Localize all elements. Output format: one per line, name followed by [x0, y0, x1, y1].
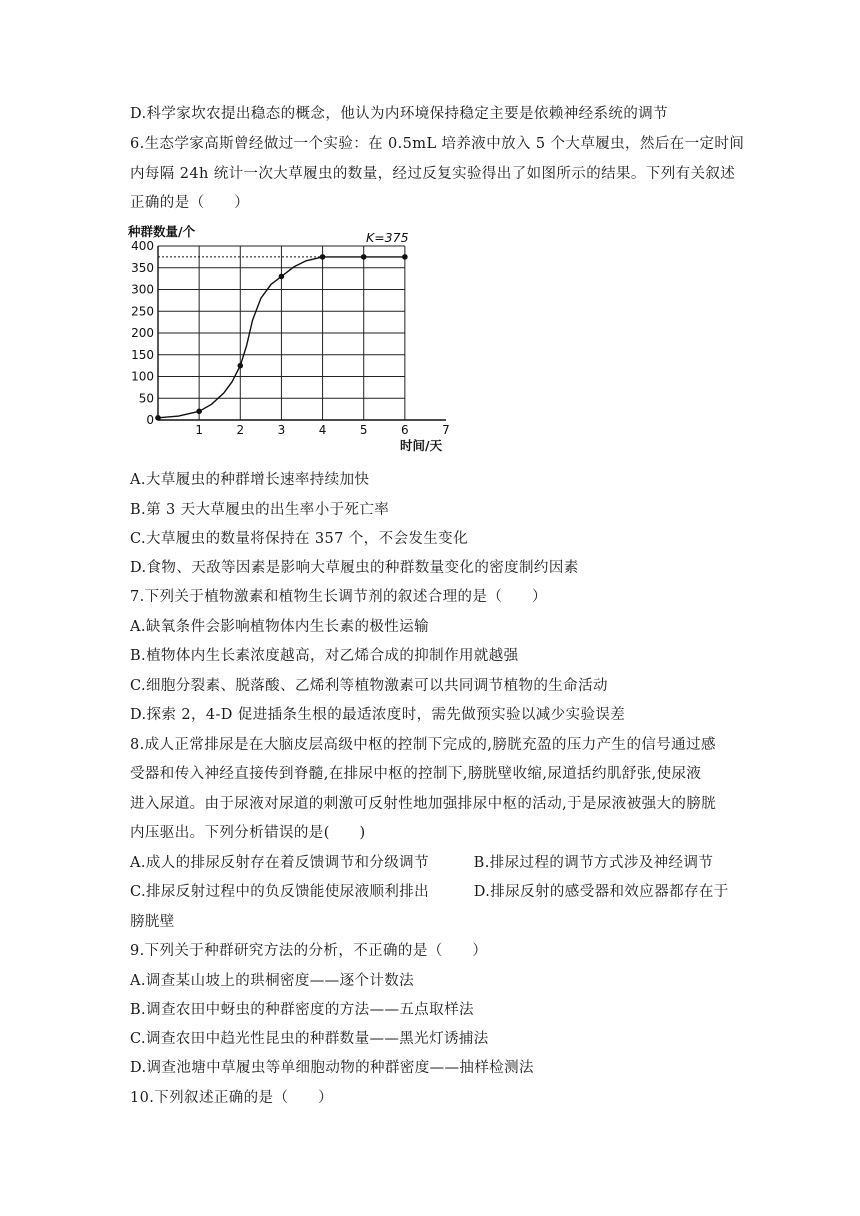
text-line: C.排尿反射过程中的负反馈能使尿液顺利排出 D.排尿反射的感受器和效应器都存在于 [130, 884, 729, 900]
text-line: D.食物、天敌等因素是影响大草履虫的种群数量变化的密度制约因素 [130, 560, 579, 576]
text-line: 受器和传入神经直接传到脊髓,在排尿中枢的控制下,膀胱壁收缩,尿道括约肌舒张,使尿液 [130, 766, 702, 782]
x-axis-label: 时间/天 [400, 438, 443, 453]
text-line: 膀胱壁 [130, 914, 175, 930]
x-tick-label: 7 [442, 423, 450, 437]
x-tick-label: 6 [401, 423, 409, 437]
text-line: A.成人的排尿反射存在着反馈调节和分级调节 B.排尿过程的调节方式涉及神经调节 [130, 855, 714, 871]
x-tick-label: 2 [236, 423, 245, 437]
x-tick-label: 4 [318, 423, 327, 437]
text-line: 正确的是（ ） [130, 195, 250, 211]
text-line: C.细胞分裂素、脱落酸、乙烯利等植物激素可以共同调节植物的生命活动 [130, 678, 608, 694]
text-line: 7.下列关于植物激素和植物生长调节剂的叙述合理的是（ ） [130, 589, 547, 605]
x-tick-label: 3 [277, 423, 286, 437]
population-growth-chart [118, 222, 458, 456]
y-tick-label: 100 [131, 369, 154, 384]
text-line: C.调查农田中趋光性昆虫的种群数量——黑光灯诱捕法 [130, 1031, 489, 1047]
y-tick-label: 50 [138, 391, 154, 406]
data-point [402, 254, 408, 260]
text-line: A.缺氧条件会影响植物体内生长素的极性运输 [130, 619, 429, 635]
text-line: B.植物体内生长素浓度越高，对乙烯合成的抑制作用就越强 [130, 648, 519, 664]
y-tick-label: 400 [131, 239, 154, 253]
text-line: 内每隔 24h 统计一次大草履虫的数量，经过反复实验得出了如图所示的结果。下列有关叙述 [130, 166, 736, 182]
x-tick-label: 1 [195, 423, 203, 437]
text-line: B.第 3 天大草履虫的出生率小于死亡率 [130, 502, 390, 518]
k-value-annotation: K=375 [366, 230, 409, 245]
y-tick-label: 250 [131, 304, 154, 319]
data-point [279, 274, 285, 280]
data-point [155, 415, 161, 421]
y-tick-label: 350 [131, 260, 154, 275]
text-line: 6.生态学家高斯曾经做过一个实验：在 0.5mL 培养液中放入 5 个大草履虫，然后在一定时间 [130, 136, 745, 152]
data-point [196, 409, 202, 415]
text-line: D.调查池塘中草履虫等单细胞动物的种群密度——抽样检测法 [130, 1060, 534, 1076]
text-line: 进入尿道。由于尿液对尿道的刺激可反射性地加强排尿中枢的活动,于是尿液被强大的膀胱 [130, 796, 717, 812]
text-line: B.调查农田中蚜虫的种群密度的方法——五点取样法 [130, 1002, 474, 1018]
text-line: 9.下列关于种群研究方法的分析，不正确的是（ ） [130, 943, 488, 959]
y-tick-label: 150 [131, 347, 154, 362]
y-tick-label: 300 [131, 282, 154, 297]
y-tick-label: 0 [146, 413, 154, 427]
data-point [320, 254, 326, 260]
chart-svg [118, 222, 458, 456]
text-line: C.大草履虫的数量将保持在 357 个，不会发生变化 [130, 531, 468, 547]
text-line: D.探索 2，4-D 促进插条生根的最适浓度时，需先做预实验以减少实验误差 [130, 707, 626, 723]
y-tick-label: 200 [131, 326, 154, 340]
text-line: A.大草履虫的种群增长速率持续加快 [130, 472, 370, 488]
y-axis-label: 种群数量/个 [128, 224, 196, 239]
text-line: A.调查某山坡上的珙桐密度——逐个计数法 [130, 973, 415, 989]
text-line: 8.成人正常排尿是在大脑皮层高级中枢的控制下完成的,膀胱充盈的压力产生的信号通过感 [130, 737, 716, 753]
text-line: 10.下列叙述正确的是（ ） [130, 1090, 334, 1106]
x-tick-label: 5 [359, 423, 368, 437]
text-line: 内压驱出。下列分析错误的是( ) [130, 825, 366, 841]
data-point [361, 254, 367, 260]
text-line: D.科学家坎农提出稳态的概念，他认为内环境保持稳定主要是依赖神经系统的调节 [130, 106, 669, 122]
data-point [237, 363, 243, 369]
